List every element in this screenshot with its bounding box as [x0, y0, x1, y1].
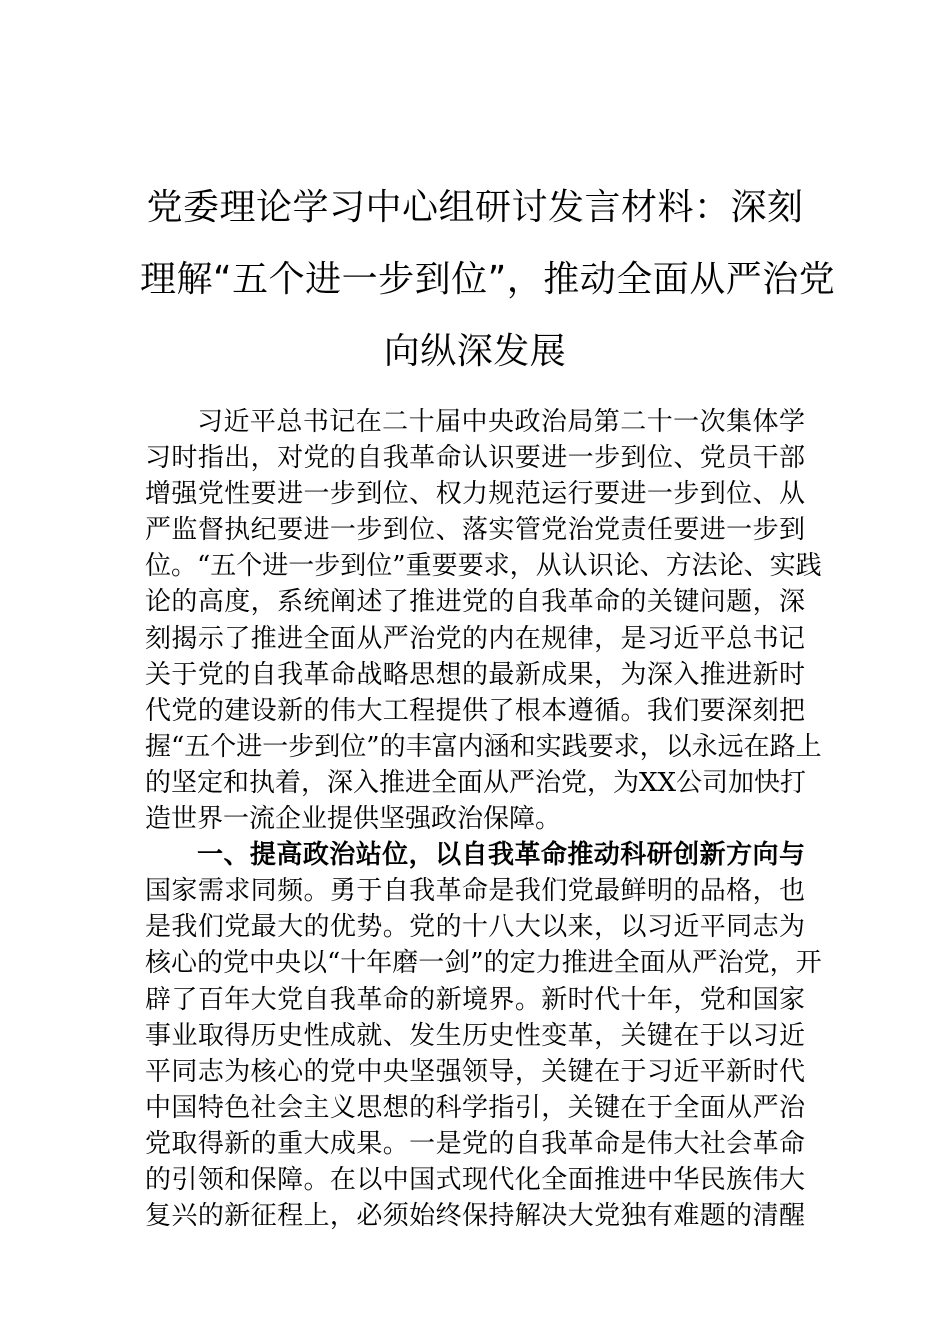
body-line: 严监督执纪要进一步到位、落实管党治党责任要进一步到: [145, 515, 805, 546]
body-line: 是我们党最大的优势。党的十八大以来，以习近平同志为: [145, 912, 805, 943]
body-line: 刻揭示了推进全面从严治党的内在规律，是习近平总书记: [145, 623, 805, 654]
body-line: 的坚定和执着，深入推进全面从严治党，为XX公司加快打: [145, 767, 807, 798]
title-line: 理解“五个进一步到位”，推动全面从严治党: [140, 259, 836, 300]
body-line: 事业取得历史性成就、发生历史性变革，关键在于以习近: [145, 1020, 805, 1051]
title-line: 向纵深发展: [383, 331, 567, 372]
body-line: 关于党的自我革命战略思想的最新成果，为深入推进新时: [145, 659, 805, 690]
body-line: 增强党性要进一步到位、权力规范运行要进一步到位、从: [145, 479, 805, 510]
body-line: 的引领和保障。在以中国式现代化全面推进中华民族伟大: [145, 1164, 805, 1195]
document-title: [140, 172, 836, 388]
body-line: 中国特色社会主义思想的科学指引，关键在于全面从严治: [145, 1092, 805, 1123]
body-line: 习近平总书记在二十届中央政治局第二十一次集体学: [197, 407, 805, 437]
document-body: [145, 404, 822, 1234]
body-line: 平同志为核心的党中央坚强领导，关键在于习近平新时代: [145, 1056, 805, 1087]
body-line: 握“五个进一步到位”的丰富内涵和实践要求，以永远在路上: [145, 731, 822, 762]
section-heading: 一、提高政治站位，以自我革命推动科研创新方向与: [197, 840, 805, 871]
body-line: 核心的党中央以“十年磨一剑”的定力推进全面从严治党，开: [145, 948, 822, 979]
body-line: 论的高度，系统阐述了推进党的自我革命的关键问题，深: [145, 587, 805, 618]
body-line: 位。“五个进一步到位”重要要求，从认识论、方法论、实践: [145, 551, 822, 582]
body-line: 辟了百年大党自我革命的新境界。新时代十年，党和国家: [145, 984, 805, 1015]
body-line: 国家需求同频。勇于自我革命是我们党最鲜明的品格，也: [145, 876, 805, 907]
body-line: 党取得新的重大成果。一是党的自我革命是伟大社会革命: [145, 1128, 805, 1159]
body-line: 复兴的新征程上，必须始终保持解决大党独有难题的清醒: [145, 1201, 805, 1232]
body-line: 代党的建设新的伟大工程提供了根本遵循。我们要深刻把: [145, 695, 805, 726]
title-line: 党委理论学习中心组研讨发言材料：深刻: [146, 187, 804, 228]
body-line: 习时指出，对党的自我革命认识要进一步到位、党员干部: [145, 443, 805, 474]
body-line: 造世界一流企业提供坚强政治保障。: [145, 804, 562, 835]
